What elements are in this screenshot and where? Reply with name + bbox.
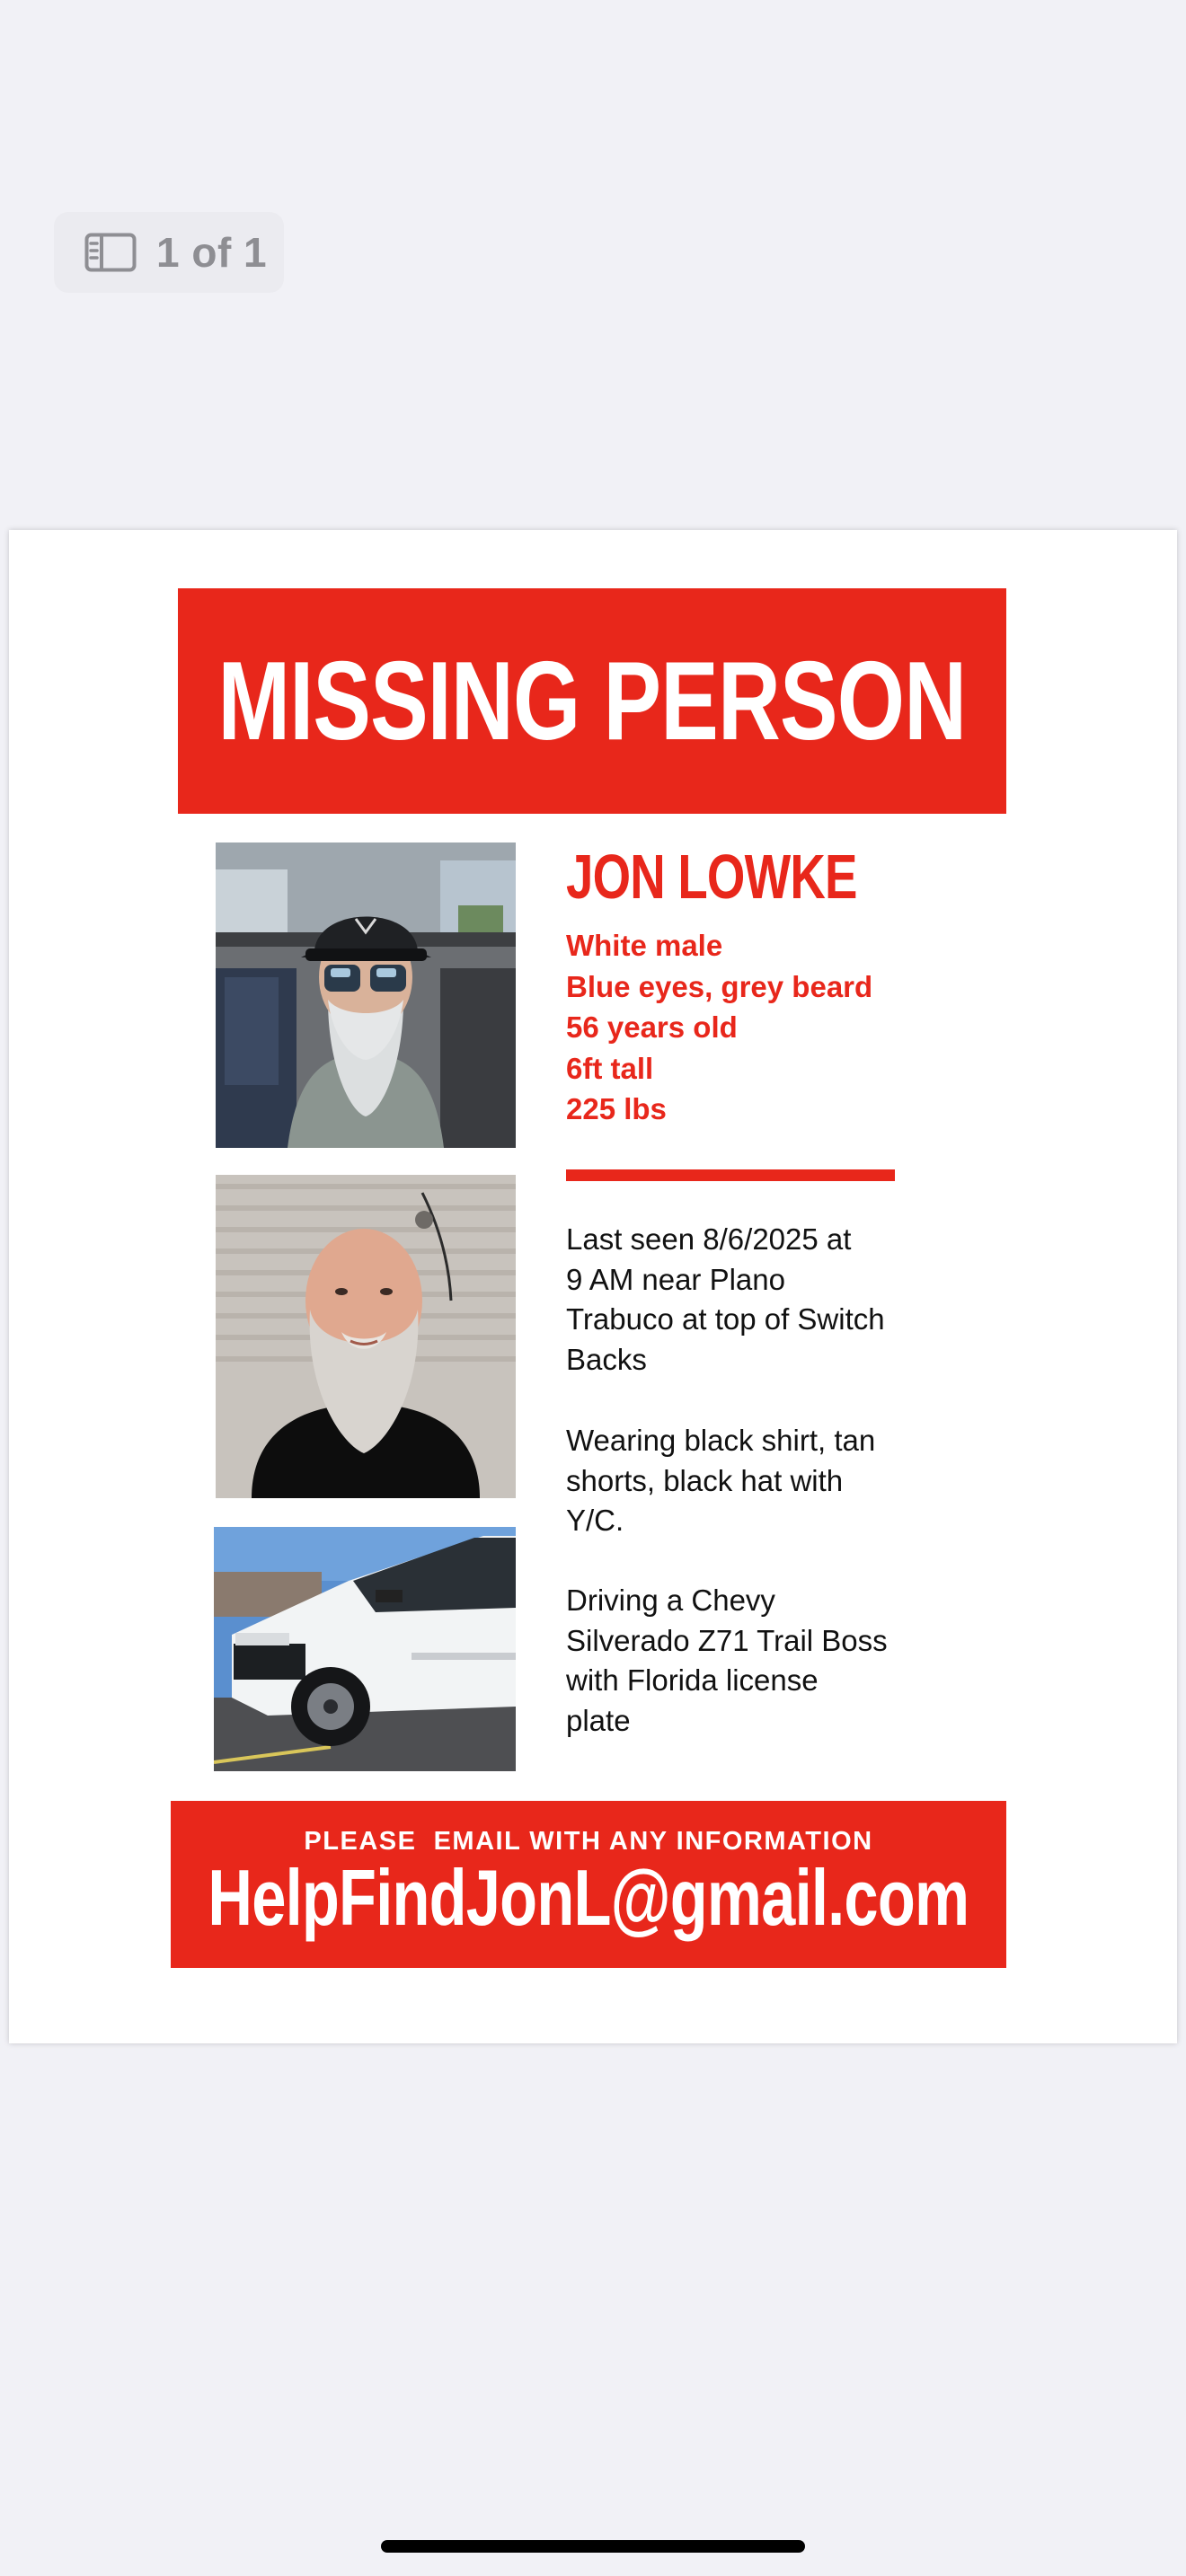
- divider-line: [566, 1169, 895, 1181]
- trait-age: 56 years old: [566, 1010, 738, 1044]
- wearing-text: Wearing black shirt, tan shorts, black hat with Y/C.: [566, 1424, 876, 1537]
- poster-title: MISSING PERSON: [217, 639, 967, 763]
- person-name: JON LOWKE: [566, 842, 857, 912]
- trait-race-gender: White male: [566, 929, 723, 962]
- contact-banner: [171, 1801, 1006, 1968]
- trait-eyes-beard: Blue eyes, grey beard: [566, 969, 873, 1003]
- contact-email[interactable]: HelpFindJonL@gmail.com: [208, 1852, 969, 1942]
- page-counter-label: 1 of 1: [156, 229, 268, 276]
- home-indicator[interactable]: [381, 2540, 805, 2553]
- trait-height: 6ft tall: [566, 1051, 654, 1085]
- driving-text: Driving a Chevy Silverado Z71 Trail Boss with Florida license plate: [566, 1584, 888, 1737]
- selfie-in-car-photo: [216, 842, 516, 1148]
- document-page[interactable]: [9, 530, 1177, 2043]
- trait-weight: 225 lbs: [566, 1092, 667, 1125]
- white-pickup-truck-photo: [214, 1527, 516, 1771]
- traits-list: [566, 925, 872, 1130]
- contact-prompt: PLEASE EMAIL WITH ANY INFORMATION: [304, 1826, 873, 1856]
- title-banner: [178, 588, 1006, 814]
- sidebar-icon: [84, 233, 137, 272]
- last-seen-text: Last seen 8/6/2025 at 9 AM near Plano Trabuco at top of Switch Backs: [566, 1222, 885, 1376]
- portrait-photo: [216, 1175, 516, 1498]
- page-counter[interactable]: [54, 212, 284, 293]
